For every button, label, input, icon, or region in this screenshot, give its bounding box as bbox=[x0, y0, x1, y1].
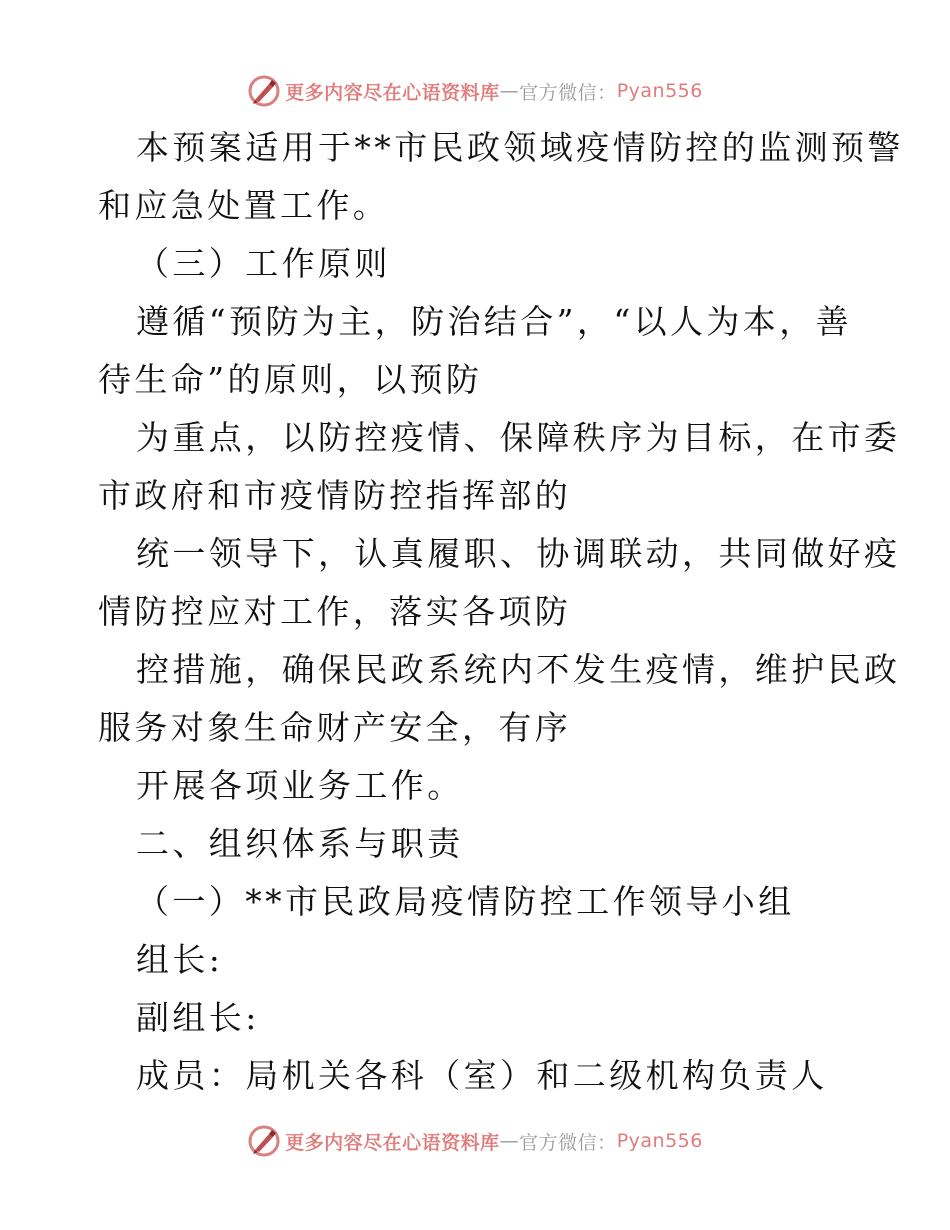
text-line: 服务对象生命财产安全，有序 bbox=[98, 708, 572, 747]
watermark-site-text: 更多内容尽在心语资料库 bbox=[285, 81, 500, 104]
text-line: 副组长: bbox=[136, 998, 260, 1037]
text-line: 统一领导下，认真履职、协调联动，共同做好疫 bbox=[136, 534, 901, 573]
watermark-site-text: 更多内容尽在心语资料库 bbox=[285, 1131, 500, 1154]
watermark-wechat-id: Pyan556 bbox=[616, 1130, 703, 1152]
text-line: 组长: bbox=[136, 940, 224, 979]
pen-logo-icon bbox=[247, 74, 281, 108]
text-line: 市政府和市疫情防控指挥部的 bbox=[98, 476, 572, 515]
text-line: 情防控应对工作，落实各项防 bbox=[98, 592, 572, 631]
pen-logo-icon bbox=[247, 1124, 281, 1158]
text-line: 成员：局机关各科（室）和二级机构负责人 bbox=[136, 1056, 828, 1095]
text-line: 为重点，以防控疫情、保障秩序为目标，在市委 bbox=[136, 418, 901, 457]
watermark-wechat-label: 官方微信： bbox=[519, 81, 617, 104]
text-line: 待生命”的原则，以预防 bbox=[98, 360, 483, 399]
subsection-heading: （一）**市民政局疫情防控工作领导小组 bbox=[136, 882, 795, 921]
text-line: 开展各项业务工作。 bbox=[136, 766, 464, 805]
section-heading: （三）工作原则 bbox=[136, 244, 391, 283]
text-line: 控措施，确保民政系统内不发生疫情，维护民政 bbox=[136, 650, 901, 689]
text-line: 和应急处置工作。 bbox=[98, 186, 390, 225]
watermark-header bbox=[0, 74, 950, 108]
watermark-wechat-label: 官方微信： bbox=[519, 1131, 617, 1154]
watermark-footer bbox=[0, 1124, 950, 1158]
section-heading: 二、组织体系与职责 bbox=[136, 824, 464, 863]
watermark-separator: — bbox=[499, 80, 520, 102]
watermark-wechat-id: Pyan556 bbox=[616, 80, 703, 102]
text-line: 遵循“预防为主，防治结合”，“以人为本，善 bbox=[136, 302, 853, 341]
watermark-separator: — bbox=[499, 1130, 520, 1152]
text-line: 本预案适用于**市民政领域疫情防控的监测预警 bbox=[136, 128, 904, 167]
